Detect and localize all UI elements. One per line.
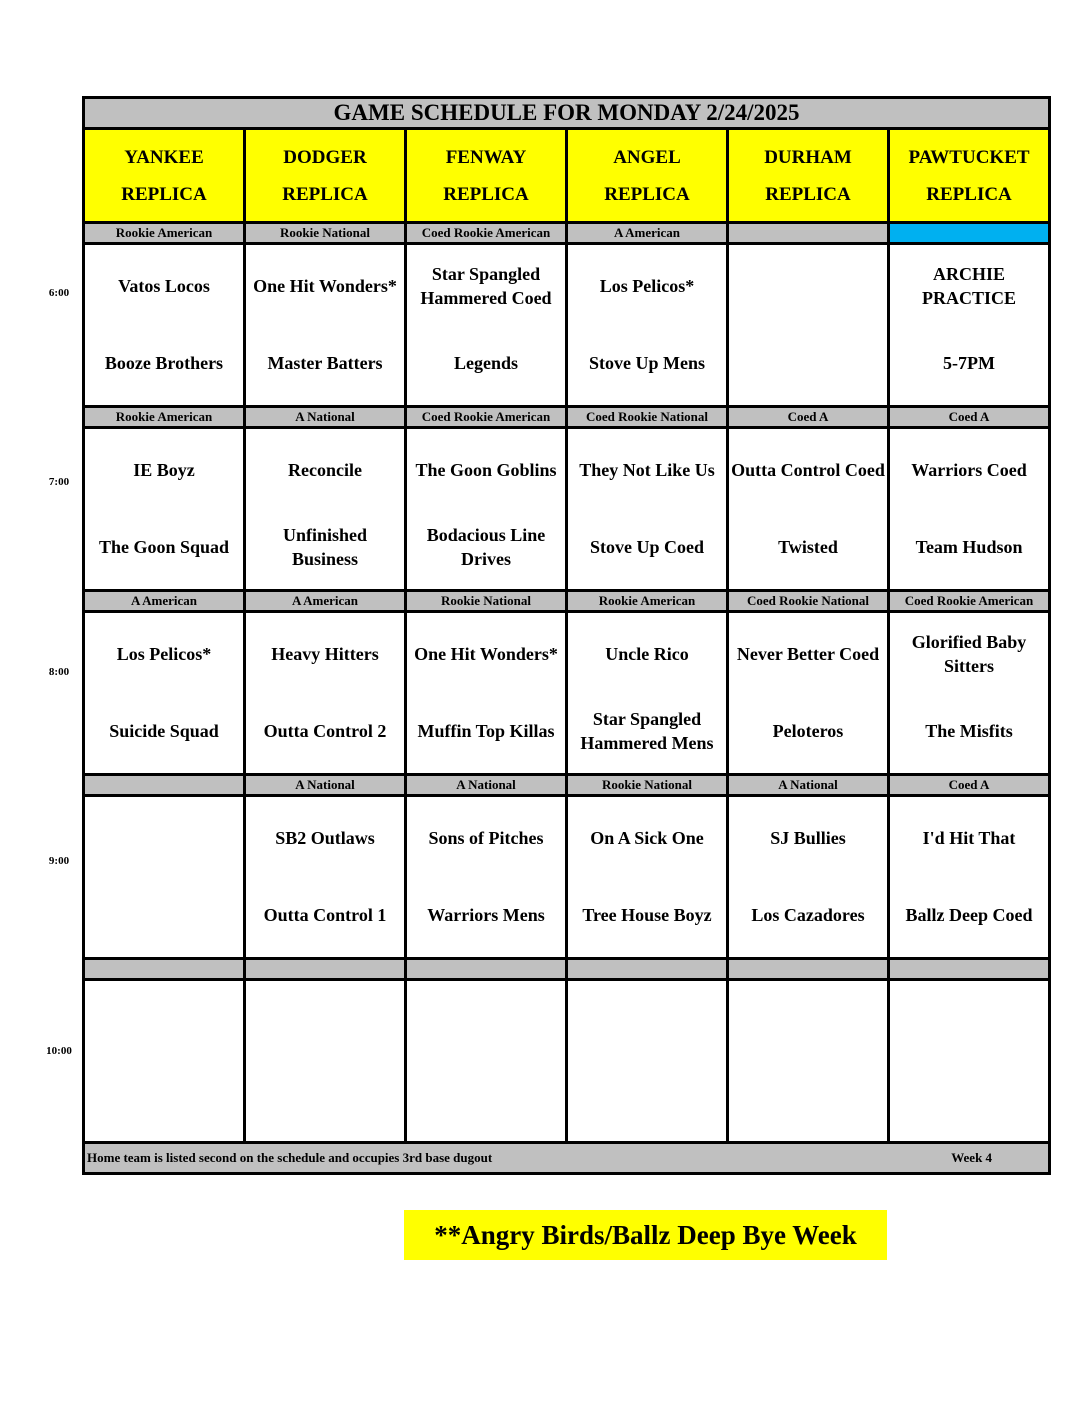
game-cell [406,612,567,775]
division-label: Coed Rookie American [406,223,567,244]
schedule-title: GAME SCHEDULE FOR MONDAY 2/24/2025 [84,98,1050,129]
division-row [84,407,1050,428]
home-team: Los Cazadores [751,904,865,925]
field-header: YANKEE REPLICA [84,129,245,223]
game-cell [406,796,567,959]
home-team: Peloteros [772,720,844,741]
division-label: Rookie American [567,591,728,612]
home-team: Booze Brothers [104,352,224,373]
game-cell [889,980,1050,1143]
away-team: Vatos Locos [118,275,210,296]
home-team: Warriors Mens [427,904,545,925]
game-row [84,428,1050,591]
division-label: Coed Rookie National [567,407,728,428]
game-cell [728,980,889,1143]
game-cell [84,980,245,1143]
division-label [889,223,1050,244]
home-team: Suicide Squad [109,720,219,741]
game-cell [245,980,406,1143]
time-label-7: 7:00 [48,476,70,488]
time-label-6: 6:00 [48,287,70,299]
home-team [407,1060,565,1141]
home-team [890,1060,1048,1141]
game-cell [245,428,406,591]
field-header: FENWAY REPLICA [406,129,567,223]
game-cell [245,244,406,407]
schedule-table [82,96,1051,1175]
division-label: A National [245,775,406,796]
home-team: Stove Up Mens [589,352,705,373]
field-header: PAWTUCKET REPLICA [889,129,1050,223]
game-cell [84,612,245,775]
division-label [728,223,889,244]
game-cell [406,244,567,407]
away-team: SJ Bullies [770,827,846,848]
game-cell [567,428,728,591]
game-cell [84,244,245,407]
home-team: 5-7PM [943,352,996,373]
home-team: Stove Up Coed [589,536,704,557]
game-row [84,244,1050,407]
away-team: IE Boyz [133,459,195,480]
away-team: SB2 Outlaws [275,827,375,848]
away-team [568,981,726,1060]
game-cell [84,428,245,591]
game-cell [889,244,1050,407]
away-team [85,797,243,876]
away-team: Never Better Coed [736,643,880,664]
game-cell [245,796,406,959]
division-label: Coed Rookie National [728,591,889,612]
time-label-9: 9:00 [48,855,70,867]
division-label: A National [406,775,567,796]
footer-note-bar [84,1143,1050,1174]
home-team [85,876,243,957]
time-label-8: 8:00 [48,666,70,678]
away-team: ARCHIE PRACTICE [922,263,1017,308]
home-team: Bodacious Line Drives [426,524,546,569]
division-label [406,959,567,980]
game-row [84,796,1050,959]
home-team: Legends [453,352,518,373]
away-team: Star Spangled Hammered Coed [420,263,552,308]
home-team: Tree House Boyz [582,904,712,925]
home-team: Twisted [778,536,838,557]
game-row [84,980,1050,1143]
division-label: Rookie National [406,591,567,612]
division-label: A American [84,591,245,612]
away-team: One Hit Wonders* [253,275,397,296]
division-label: Rookie National [567,775,728,796]
division-label: Coed A [889,407,1050,428]
division-label: A National [245,407,406,428]
division-row [84,223,1050,244]
game-cell [567,244,728,407]
field-header: DODGER REPLICA [245,129,406,223]
home-team: Outta Control 1 [263,904,387,925]
division-label [889,959,1050,980]
division-label [84,775,245,796]
away-team: Sons of Pitches [428,827,544,848]
division-label [245,959,406,980]
division-label: Coed A [889,775,1050,796]
time-label-10: 10:00 [46,1045,72,1057]
division-label: Coed A [728,407,889,428]
division-label: Coed Rookie American [406,407,567,428]
away-team: I'd Hit That [922,827,1016,848]
division-row [84,591,1050,612]
home-team [85,1060,243,1141]
game-cell [728,796,889,959]
game-cell [728,612,889,775]
division-row [84,959,1050,980]
away-team [890,981,1048,1060]
game-cell [567,612,728,775]
home-team [568,1060,726,1141]
home-team: Muffin Top Killas [417,720,555,741]
home-team: The Goon Squad [98,536,230,557]
division-label [728,959,889,980]
home-team [729,324,887,405]
away-team: Reconcile [288,459,362,480]
away-team: The Goon Goblins [415,459,557,480]
game-cell [567,980,728,1143]
away-team [729,981,887,1060]
away-team: Glorified Baby Sitters [911,631,1027,676]
week-label: Week 4 [951,1150,993,1165]
bye-week-notice: **Angry Birds/Ballz Deep Bye Week [404,1210,887,1260]
game-cell [406,428,567,591]
home-team: Team Hudson [915,536,1023,557]
away-team: Los Pelicos* [599,275,695,296]
division-label: A National [728,775,889,796]
game-cell [245,612,406,775]
away-team: They Not Like Us [579,459,715,480]
division-label: A American [567,223,728,244]
game-cell [567,796,728,959]
division-label [84,959,245,980]
field-header-row [84,129,1050,223]
away-team: Uncle Rico [605,643,689,664]
away-team [85,981,243,1060]
division-row [84,775,1050,796]
field-header: ANGEL REPLICA [567,129,728,223]
game-row [84,612,1050,775]
home-team: Star Spangled Hammered Mens [580,708,714,753]
away-team: Outta Control Coed [731,459,885,480]
home-team [729,1060,887,1141]
away-team: Los Pelicos* [116,643,212,664]
home-team: Master Batters [267,352,383,373]
game-cell [84,796,245,959]
division-label: A American [245,591,406,612]
division-label: Rookie American [84,223,245,244]
home-team: Outta Control 2 [263,720,387,741]
home-team: The Misfits [925,720,1013,741]
division-label [567,959,728,980]
home-team-note: Home team is listed second on the schedule and occupies 3rd base dugout [87,1150,493,1165]
field-header: DURHAM REPLICA [728,129,889,223]
away-team: On A Sick One [590,827,704,848]
division-label: Rookie American [84,407,245,428]
game-cell [889,612,1050,775]
away-team [246,981,404,1060]
home-team: Unfinished Business [282,524,368,569]
away-team [407,981,565,1060]
division-label: Rookie National [245,223,406,244]
game-cell [728,428,889,591]
game-cell [406,980,567,1143]
home-team: Ballz Deep Coed [905,904,1033,925]
game-cell [728,244,889,407]
home-team [246,1060,404,1141]
game-cell [889,796,1050,959]
away-team: Heavy Hitters [271,643,379,664]
away-team: Warriors Coed [911,459,1027,480]
away-team: One Hit Wonders* [414,643,558,664]
away-team [729,245,887,324]
division-label: Coed Rookie American [889,591,1050,612]
game-cell [889,428,1050,591]
